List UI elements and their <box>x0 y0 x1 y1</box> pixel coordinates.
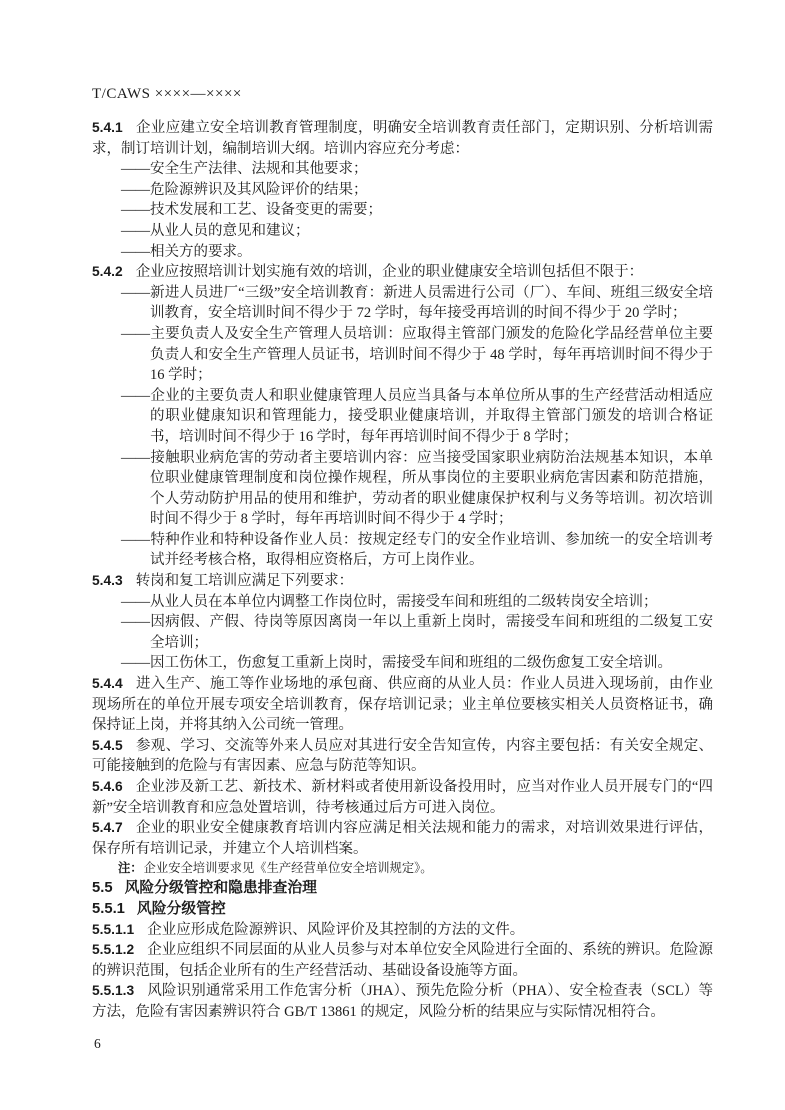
clause-5.4.1 <box>92 118 713 159</box>
clause-5.4.2 <box>92 262 713 283</box>
clause-text: 转岗和复工培训应满足下列要求： <box>135 573 354 590</box>
dash-list-item: ——新进人员进厂“三级”安全培训教育：新进人员需进行公司（厂）、车间、班组三级安全培训教育，安全培训时间不得少于 72 学时，每年接受再培训的时间不得少于 20 学时； <box>121 284 713 322</box>
clause-text: 企业应建立安全培训教育管理制度，明确安全培训教育责任部门，定期识别、分析培训需求，制订培训计划，编制培训大纲。培训内容应充分考虑： <box>92 120 713 157</box>
clause-number: 5.5.1.2 <box>92 942 135 958</box>
clause-number: 5.4.6 <box>92 779 123 794</box>
dash-list-item: ——相关方的要求。 <box>121 243 252 260</box>
clause-5.4.5 <box>92 736 713 777</box>
clause-number: 5.4.2 <box>92 264 123 280</box>
dash-list-item: ——因病假、产假、待岗等原因离岗一年以上重新上岗时，需接受车间和班组的二级复工安全培训； <box>121 614 713 651</box>
heading-text: 风险分级管控和隐患排查治理 <box>124 880 317 897</box>
dash-list-item: ——技术发展和工艺、设备变更的需要； <box>121 202 382 219</box>
heading-number: 5.5.1 <box>92 900 125 917</box>
dash-list-item: ——企业的主要负责人和职业健康管理人员应当具备与本单位所从事的生产经营活动相适应的职业健康知识和管理能力，接受职业健康培训，并取得主管部门颁发的培训合格证书，培训时间不得少于 16 学时，每年再培训时间不得少于 8 学时； <box>121 387 713 445</box>
clause-number: 5.4.4 <box>92 676 123 692</box>
clause-text: 企业应按照培训计划实施有效的培训，企业的职业健康安全培训包括但不限于： <box>135 264 644 281</box>
clause-number: 5.5.1.3 <box>92 983 135 999</box>
clause-text: 风险识别通常采用工作危害分析（JHA）、预先危险分析（PHA）、安全检查表（SCL）等方法，危险有害因素辨识符合 GB/T 13861 的规定，风险分析的结果应与实际情况相符合。 <box>92 983 713 1020</box>
note-text: 企业安全培训要求见《生产经营单位安全培训规定》。 <box>143 861 433 876</box>
clause-number: 5.4.1 <box>92 120 123 135</box>
dash-list-item: ——危险源辨识及其风险评价的结果； <box>121 181 368 198</box>
clause-5.5.1.2 <box>92 940 713 981</box>
clause-number: 5.4.5 <box>92 737 123 753</box>
clause-number: 5.4.7 <box>92 820 123 836</box>
dash-list-item: ——因工伤休工，伤愈复工重新上岗时，需接受车间和班组的二级伤愈复工安全培训。 <box>121 655 672 672</box>
dash-list-item: ——接触职业病危害的劳动者主要培训内容：应当接受国家职业病防治法规基本知识，本单位职业健康管理制度和岗位操作规程，所从事岗位的主要职业病危害因素和防范措施，个人劳动防护用品的使用和维护，劳动者的职业健康保护权利与义务等培训。初次培训时间不得少于 8 学时，每年再培训时间不得少于 4 学时； <box>121 449 713 528</box>
section-heading-5.5 <box>92 878 713 899</box>
clause-text: 企业应组织不同层面的从业人员参与对本单位安全风险进行全面的、系统的辨识。危险源的辨识范围，包括企业所有的生产经营活动、基础设备设施等方面。 <box>92 942 713 979</box>
clause-text: 企业应形成危险源辨识、风险评价及其控制的方法的文件。 <box>147 921 525 938</box>
dash-list-item: ——特种作业和特种设备作业人员：按规定经专门的安全作业培训、参加统一的安全培训考试并经考核合格，取得相应资格后，方可上岗作业。 <box>121 531 713 569</box>
clause-5.4.4 <box>92 674 713 736</box>
heading-number: 5.5 <box>92 880 113 897</box>
clause-number: 5.4.3 <box>92 573 123 589</box>
clause-text: 企业涉及新工艺、新技术、新材料或者使用新设备投用时，应当对作业人员开展专门的“四新”安全培训教育和应急处置培训，待考核通过后方可进入岗位。 <box>92 779 713 816</box>
document-body <box>92 118 713 1023</box>
clause-text: 企业的职业安全健康教育培训内容应满足相关法规和能力的需求，对培训效果进行评估，保存所有培训记录，并建立个人培训档案。 <box>92 820 713 857</box>
clause-5.5.1.3 <box>92 981 713 1022</box>
clause-5.4.3 <box>92 571 713 592</box>
clause-5.4.7 <box>92 818 713 859</box>
clause-text: 参观、学习、交流等外来人员应对其进行安全告知宣传，内容主要包括：有关安全规定、可能接触到的危险与有害因素、应急与防范等知识。 <box>92 737 713 775</box>
clause-text: 进入生产、施工等作业场地的承包商、供应商的从业人员：作业人员进入现场前，由作业现场所在的单位开展专项安全培训教育，保存培训记录；业主单位要核实相关人员资格证书，确保持证上岗，并将其纳入公司统一管理。 <box>92 676 713 734</box>
document-code-header: T/CAWS ××××—×××× <box>92 86 242 102</box>
note <box>92 859 713 878</box>
section-heading-5.5.1 <box>92 899 713 920</box>
page-number: 6 <box>94 1036 101 1051</box>
heading-text: 风险分级管控 <box>136 900 226 917</box>
dash-list-item: ——从业人员的意见和建议； <box>121 222 310 239</box>
dash-list-item: ——安全生产法律、法规和其他要求； <box>121 161 368 178</box>
dash-list-item: ——主要负责人及安全生产管理人员培训：应取得主管部门颁发的危险化学品经营单位主要负责人和安全生产管理人员证书，培训时间不得少于 48 学时，每年再培训时间不得少于 16 学时； <box>121 325 713 384</box>
clause-5.4.6 <box>92 777 713 818</box>
note-label: 注： <box>118 861 143 876</box>
clause-number: 5.5.1.1 <box>92 921 135 937</box>
clause-5.5.1.1 <box>92 920 713 941</box>
dash-list-item: ——从业人员在本单位内调整工作岗位时，需接受车间和班组的二级转岗安全培训； <box>121 593 658 610</box>
